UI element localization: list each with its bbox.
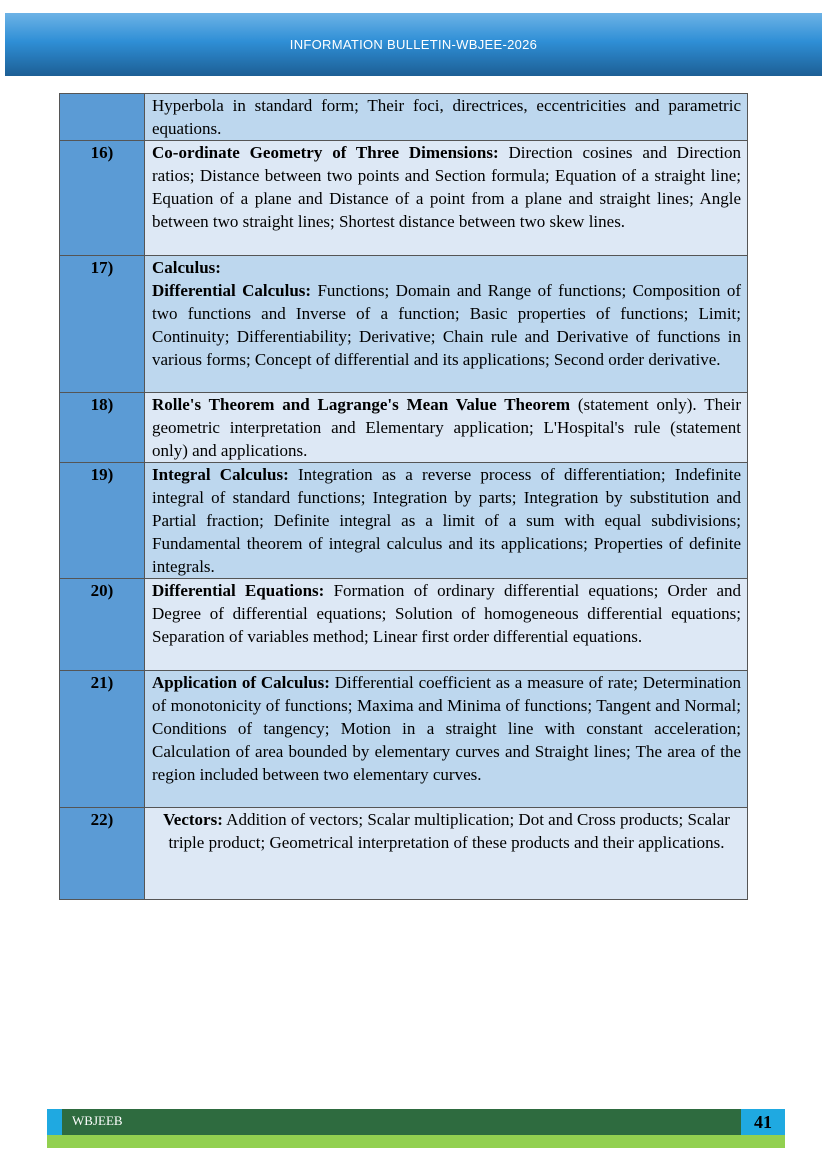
item-description [145, 463, 748, 579]
table-row [60, 463, 748, 579]
topic-text: Functions; Domain and Range of functions; Composition of two functions and Inverse of a function; Basic properties of functions; Limit; Continuity; Differentiability; Derivative; Chain rule and Derivative of functions in various forms; Concept of differential and its applications; Second order derivative. [152, 281, 741, 369]
table-row [60, 808, 748, 900]
topic-heading: Differential Equations: [152, 581, 325, 600]
item-number: 20) [60, 579, 145, 671]
item-description [145, 94, 748, 141]
table-row [60, 579, 748, 671]
item-number [60, 94, 145, 141]
item-description [145, 671, 748, 808]
topic-heading: Calculus: [152, 258, 221, 277]
table-row [60, 94, 748, 141]
item-number: 19) [60, 463, 145, 579]
item-description [145, 141, 748, 256]
topic-text: (statement only). Their geometric interpretation and Elementary application; L'Hospital's rule (statement only) and applications. [152, 395, 742, 460]
topic-text: Formation of ordinary differential equations; Order and Degree of differential equations; Solution of homogeneous differential equations; Separation of variables method; Linear first order differential equations. [152, 581, 742, 646]
item-description [145, 808, 748, 900]
topic-text: Direction cosines and Direction ratios; Distance between two points and Section formula; Equation of a straight line; Equation of a plane and Distance of a point from a plane and straight lines; Angle between two straight lines; Shortest distance between two skew lines. [152, 143, 741, 231]
topic-text: Hyperbola in standard form; Their foci, directrices, eccentricities and parametric equations. [152, 96, 741, 138]
topic-heading: Application of Calculus: [152, 673, 330, 692]
page-number: 41 [741, 1109, 785, 1135]
table-row [60, 671, 748, 808]
table-row [60, 393, 748, 463]
footer-accent-left [47, 1109, 62, 1135]
topic-text: Differential coefficient as a measure of rate; Determination of monotonicity of functions; Maxima and Minima of functions; Tangent and Normal; Conditions of tangency; Motion in a straight line with constant acceleration; Calculation of area bounded by elementary curves and Straight lines; The area of the region included between two elementary curves. [152, 673, 741, 784]
item-number: 22) [60, 808, 145, 900]
item-number: 16) [60, 141, 145, 256]
topic-heading: Co-ordinate Geometry of Three Dimensions: [152, 143, 499, 162]
topic-heading: Vectors: [163, 810, 223, 829]
item-number: 21) [60, 671, 145, 808]
page-header [5, 13, 822, 76]
topic-text: Addition of vectors; Scalar multiplication; Dot and Cross products; Scalar triple product; Geometrical interpretation of these products and their applications. [168, 810, 730, 852]
topic-heading: Differential Calculus: [152, 281, 312, 300]
table-row [60, 141, 748, 256]
topic-text: Integration as a reverse process of differentiation; Indefinite integral of standard functions; Integration by parts; Integration by substitution and Partial fraction; Definite integral as a limit of a sum with equal subdivisions; Fundamental theorem of integral calculus and its applications; Properties of definite integrals. [152, 465, 741, 576]
topic-heading: Integral Calculus: [152, 465, 289, 484]
item-number: 18) [60, 393, 145, 463]
topic-heading: Rolle's Theorem and Lagrange's Mean Value Theorem [152, 395, 570, 414]
item-number: 17) [60, 256, 145, 393]
syllabus-table [59, 93, 748, 900]
footer-stripe [47, 1135, 785, 1148]
table-row [60, 256, 748, 393]
header-title: INFORMATION BULLETIN-WBJEE-2026 [289, 37, 538, 52]
item-description [145, 579, 748, 671]
footer-bar [47, 1109, 785, 1135]
item-description [145, 393, 748, 463]
footer-label: WBJEEB [72, 1113, 123, 1128]
item-description [145, 256, 748, 393]
